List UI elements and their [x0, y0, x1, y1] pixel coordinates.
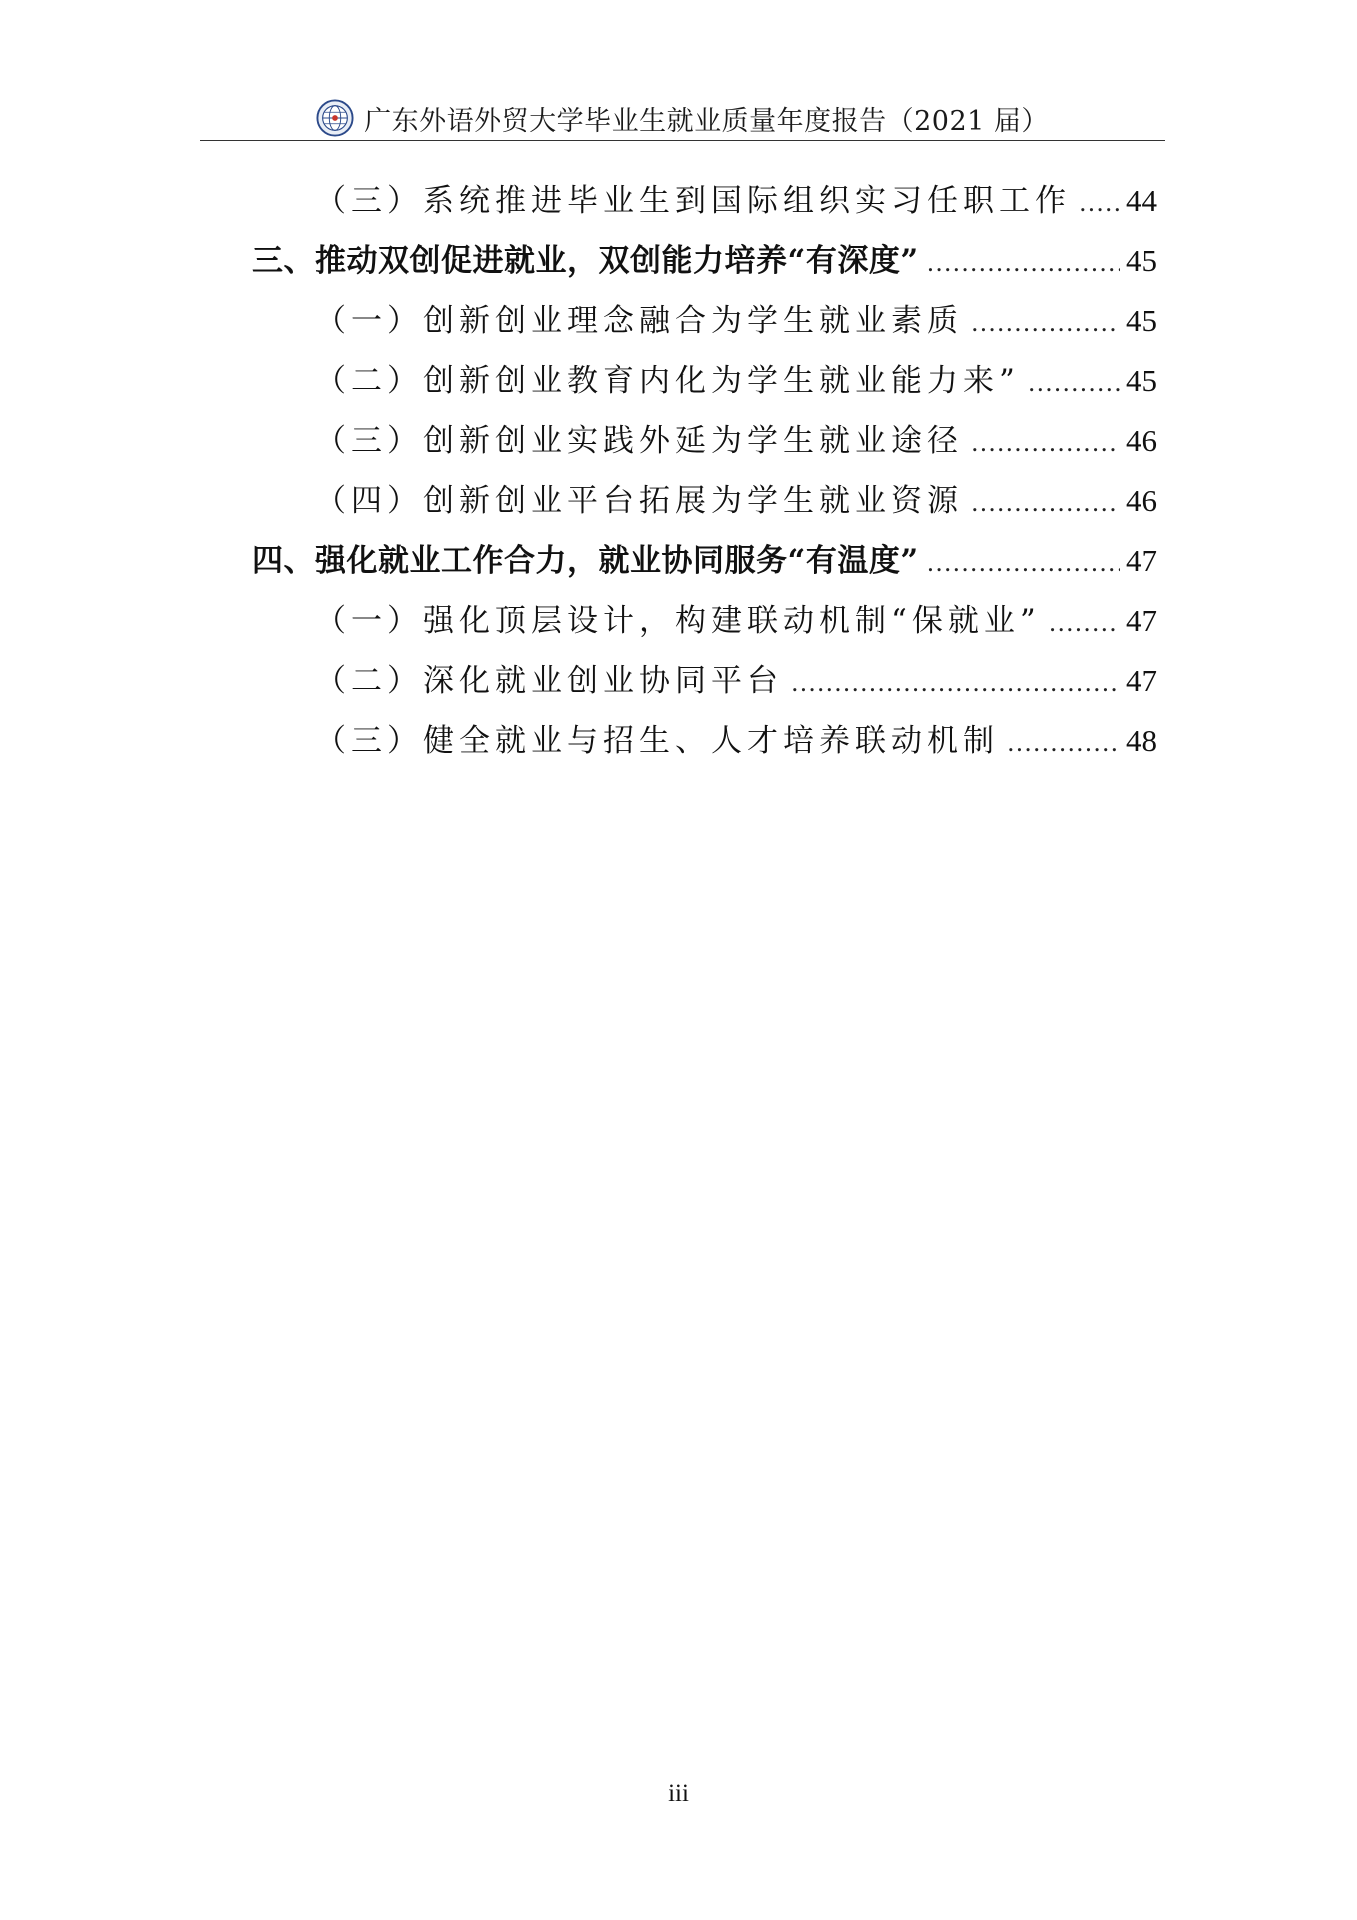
toc-leader-dots [971, 431, 1120, 455]
toc-entry-title: （一）强化顶层设计，构建联动机制“保就业” [315, 603, 1041, 639]
toc-leader-dots [927, 551, 1120, 575]
toc-leader-dots [971, 491, 1120, 515]
toc-entry-title: （二）深化就业创业协同平台 [315, 663, 783, 699]
toc-entry-title: （三）创新创业实践外延为学生就业途径 [315, 423, 963, 459]
toc-entry-page: 45 [1126, 303, 1157, 338]
page-header [200, 96, 1165, 140]
toc-entry[interactable] [315, 295, 1157, 345]
toc-entry-page: 46 [1126, 483, 1157, 518]
toc-leader-dots [971, 311, 1120, 335]
university-seal-icon [316, 99, 354, 137]
toc-leader-dots [1028, 371, 1120, 395]
toc-entry[interactable] [315, 475, 1157, 525]
report-title: 广东外语外贸大学毕业生就业质量年度报告（2021 届） [364, 105, 1049, 137]
toc-entry[interactable] [315, 415, 1157, 465]
toc-leader-dots [1079, 191, 1120, 215]
header-divider [200, 140, 1165, 141]
toc-entry-title: （一）创新创业理念融合为学生就业素质 [315, 303, 963, 339]
toc-entry[interactable] [315, 595, 1157, 645]
toc-entry-title: （四）创新创业平台拓展为学生就业资源 [315, 483, 963, 519]
toc-entry-title: （三）系统推进毕业生到国际组织实习任职工作 [315, 183, 1071, 219]
toc-entry[interactable] [315, 655, 1157, 705]
toc-entry-title: 三、推动双创促进就业，双创能力培养“有深度” [252, 243, 919, 279]
toc-entry[interactable] [315, 715, 1157, 765]
toc-entry-page: 45 [1126, 363, 1157, 398]
toc-entry[interactable] [315, 355, 1157, 405]
toc-entry-title: （三）健全就业与招生、人才培养联动机制 [315, 723, 999, 759]
toc-entry-page: 45 [1126, 243, 1157, 278]
toc-leader-dots [927, 251, 1120, 275]
toc-leader-dots [1007, 731, 1120, 755]
toc-entry-page: 47 [1126, 663, 1157, 698]
page-number: iii [668, 1780, 689, 1807]
toc-entry-title: 四、强化就业工作合力，就业协同服务“有温度” [252, 543, 919, 579]
toc-entry-page: 44 [1126, 183, 1157, 218]
toc-entry-title: （二）创新创业教育内化为学生就业能力来” [315, 363, 1020, 399]
toc-entry-page: 46 [1126, 423, 1157, 458]
toc-entry[interactable] [252, 535, 1157, 585]
toc-entry-page: 48 [1126, 723, 1157, 758]
toc-entry[interactable] [252, 235, 1157, 285]
toc-entry-page: 47 [1126, 543, 1157, 578]
toc-entry-page: 47 [1126, 603, 1157, 638]
toc-entry[interactable] [315, 175, 1157, 225]
toc-leader-dots [791, 671, 1120, 695]
toc-leader-dots [1049, 611, 1120, 635]
